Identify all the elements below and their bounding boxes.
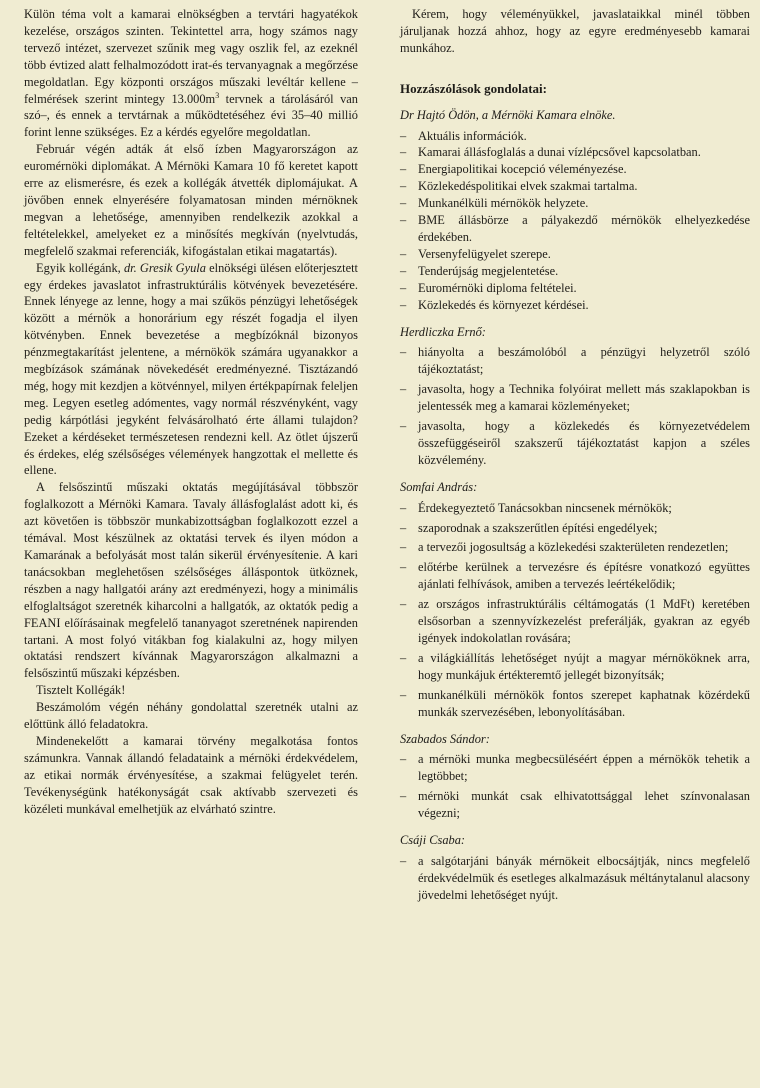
- superscript: 3: [215, 90, 220, 100]
- speaker-name: Herdliczka Ernő:: [400, 324, 486, 339]
- paragraph-archive-text-cont: tervnek a tárolásáról van szó–, és ennek a tervtárnak a működtetéséhez évi 35–40 millió forint lenne szükséges. Ez a kérdés egyelőre megoldatlan.: [24, 91, 358, 140]
- spacer: [400, 57, 750, 81]
- left-column: [24, 6, 358, 818]
- list-item: – a salgótarjáni bányák mérnökeit elbocsájtják, nincs megfelelő érdekvédelmük és esetleges alkalmazásuk méltánytalanul alacsony jövedelmi lehetőséget nyújt.: [400, 853, 750, 904]
- comment-section: [400, 832, 750, 904]
- list-item: – a tervezői jogosultság a közlekedési szakterületen rendezetlen;: [400, 539, 750, 556]
- paragraph-archive: [24, 6, 358, 141]
- list-item: – az országos infrastruktúrális céltámogatás (1 MdFt) keretében elsősorban a szennyvízkezelést preferálják, gyakran az egyéb igények indokolatlan rovására;: [400, 596, 750, 647]
- speaker-name: Somfai András:: [400, 479, 478, 494]
- list-item: – munkanélküli mérnökök fontos szerepet kaphatnak közérdekű munkák szervezésében, lebonyolításában.: [400, 687, 750, 721]
- speaker-name: Szabados Sándor:: [400, 731, 490, 746]
- list-item: – mérnöki munkát csak elhivatottsággal lehet színvonalasan végezni;: [400, 788, 750, 822]
- comment-section: [400, 479, 750, 721]
- paragraph-archive-text: Külön téma volt a kamarai elnökségben a tervtári hagyatékok kezelése, országos szinten. Tekintettel arra, hogy számos nagy tervező intézet, szervezet szűnik meg vagy oszlik fel, az ezeknél több évtized alatt felhalmozódott irat-és tervanyagnak a megőrzése megoldatlan. Egy központi országos műszaki levéltár kellene –felmérések szerint mintegy 13.000m: [24, 7, 358, 106]
- speaker-name: Csáji Csaba:: [400, 833, 466, 848]
- paragraph-education: A felsőszintű műszaki oktatás megújításával többször foglalkozott a Mérnöki Kamara. Tavaly állásfoglalást adott ki, és azt követően is többször munkabizottságban foglalkozott ezzel a témával. Most készülnek az oktatási tervek és ilyen módon a Kamarának a befolyását most talán sikerül érvényesítenie. A kari tanácsokban meglehetősen szélsőséges álláspontok ütköznek, részben a nagy hallgatói arány azt eredményezi, hogy a minimális elfoglaltságot szeretnék kiharcolni a hallgatók, az oktatók pedig a FEANI előírásainak megfelelő tananyagot szeretnének napirenden tartani. A most folyó vitákban fog kialakulni az, hogy milyen oktatási rendszert kívánnak Magyarországon alkalmazni a felsőszintű műszaki képzésben.: [24, 480, 358, 681]
- comment-section: [400, 324, 750, 469]
- list-item: – Közlekedés és környezet kérdései.: [400, 297, 750, 314]
- list-item: – a mérnöki munka megbecsüléséért éppen a mérnökök tehetik a legtöbbet;: [400, 751, 750, 785]
- comment-list: [400, 500, 750, 721]
- comment-list: [400, 853, 750, 904]
- comment-list: [400, 344, 750, 468]
- list-item: – Energiapolitikai kocepció véleményezése.: [400, 161, 750, 178]
- list-item: – Versenyfelügyelet szerepe.: [400, 246, 750, 263]
- comment-section: [400, 731, 750, 823]
- speaker-name: Dr Hajtó Ödön, a Mérnöki Kamara elnöke.: [400, 107, 616, 122]
- list-item: – Közlekedéspolitikai elvek szakmai tartalma.: [400, 178, 750, 195]
- paragraph-bonds: [24, 260, 358, 480]
- comment-list: [400, 751, 750, 822]
- paragraph-bonds-text-cont: elnökségi ülésen előterjesztett egy érdekes javaslatot infrastruktúrális kötvények bevezetésére. Ennek lényege az lenne, hogy a mai szűkös pénzügyi lehetőségek között a mérnök a honorárium egy részét fogadja el ilyen kötvényben. Ennek bevezetése a megbízóknál bizonyos pénzmegtakarítást jelentene, a mérnökök számára ugyanakkor a megbízások számának növekedését eredményezné. Tisztázandó még, hogy mit kezdjen a kötvénnyel, milyen értékpapírnak feleljen meg. Legyen esetleg adómentes, vagy normál részvényként, vagy pedig kárpótlási jegyként felvásárolható érte állami tulajdon? Ezeket a kérdéseket természetesen rendezni kell. Az ötlet újszerű és érdekes, elég szélsőséges vélemények hangzottak el mellette és ellene.: [24, 260, 358, 478]
- right-column: [400, 6, 750, 910]
- list-item: – előtérbe kerülnek a tervezésre és építésre vonatkozó együttes ajánlati felhívások, amiben a tervezés leértékelődik;: [400, 559, 750, 593]
- list-item: – Aktuális információk.: [400, 128, 750, 145]
- section-heading: Hozzászólások gondolatai:: [400, 80, 547, 96]
- list-item: – javasolta, hogy a közlekedés és környezetvédelem összefüggéseiről szakszerű tájékoztatást kapjon a széles közvélemény.: [400, 418, 750, 469]
- list-item: – szaporodnak a szakszerűtlen építési engedélyek;: [400, 520, 750, 537]
- list-item: – Tenderújság megjelentetése.: [400, 263, 750, 280]
- list-item: – Kamarai állásfoglalás a dunai vízlépcsővel kapcsolatban.: [400, 144, 750, 161]
- paragraph-euroengineer: Február végén adták át első ízben Magyarországon az euromérnöki diplomákat. A Mérnöki Kamara 10 fő keretet kapott erre az elismerésre, és ezek a kollégák átvették diplomájukat. A jövőben ennek elnyerésére folyamatosan minden mérnöknek megvan a lehetősége, amennyiben rendelkezik azokkal a feltételekkel, amelyeket ez a minősítés megkíván (nyelvtudás, megfelelő szakmai referenciák, kifogástalan etikai magatartás).: [24, 142, 358, 258]
- paragraph-tasks: Mindenekelőtt a kamarai törvény megalkotása fontos számunkra. Vannak állandó feladataink a mérnöki érdekvédelem, az etikai normák érvényesítése, a szakmai felügyelet terén. Tevékenységünk hatékonyságát csak aktívabb szervezeti és közéleti munkával emelhetjük az elvárható szintre.: [24, 733, 358, 816]
- list-item: – Munkanélküli mérnökök helyzete.: [400, 195, 750, 212]
- list-item: – javasolta, hogy a Technika folyóirat mellett más szaklapokban is jelentessék meg a kamarai közleményeket;: [400, 381, 750, 415]
- paragraph-greeting: Tisztelt Kollégák!: [36, 683, 126, 698]
- paragraph-closing-intro: Beszámolóm végén néhány gondolattal szeretnék utalni az előttünk álló feladatokra.: [24, 700, 358, 732]
- paragraph-request: Kérem, hogy véleményükkel, javaslataikkal minél többen járuljanak hozzá ahhoz, hogy az egyre eredményesebb kamarai munkához.: [400, 7, 750, 55]
- list-item: – Euromérnöki diploma feltételei.: [400, 280, 750, 297]
- list-item: – hiányolta a beszámolóból a pénzügyi helyzetről szóló tájékoztatást;: [400, 344, 750, 378]
- list-item: – a világkiállítás lehetőséget nyújt a magyar mérnököknek arra, hogy munkájuk értékteremtő jellegét bizonyítsák;: [400, 650, 750, 684]
- list-item: – BME állásbörze a pályakezdő mérnökök elhelyezkedése érdekében.: [400, 212, 750, 246]
- comment-list: [400, 128, 750, 314]
- paragraph-bonds-text: Egyik kollégánk,: [36, 260, 124, 275]
- person-name: dr. Gresik Gyula: [123, 260, 206, 275]
- list-item: – Érdekegyeztető Tanácsokban nincsenek mérnökök;: [400, 500, 750, 517]
